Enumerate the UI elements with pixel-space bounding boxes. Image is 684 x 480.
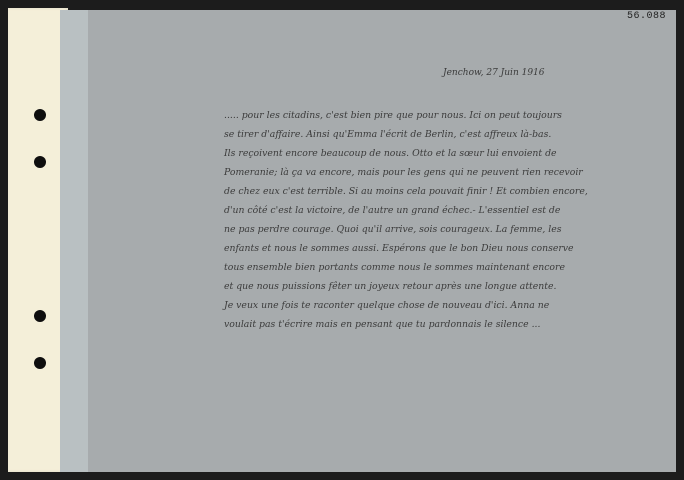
letter-line: Pomeranie; là ça va encore, mais pour les gens qui ne peuvent rien recevoir [224, 167, 583, 178]
binder-margin [8, 8, 68, 472]
letter-line: d'un côté c'est la victoire, de l'autre un grand échec.- L'essentiel est de [224, 205, 561, 216]
letter-body [224, 106, 664, 334]
letter-line: et que nous puissions fêter un joyeux retour après une longue attente. [224, 281, 557, 292]
letter-sheet [88, 10, 676, 472]
letter-line: voulait pas t'écrire mais en pensant que tu pardonnais le silence ... [224, 319, 541, 330]
letter-line: tous ensemble bien portants comme nous le sommes maintenant encore [224, 262, 565, 273]
letter-line: ne pas perdre courage. Quoi qu'il arrive, sois courageux. La femme, les [224, 224, 562, 235]
punch-hole [34, 357, 46, 369]
binder-strip [60, 10, 88, 472]
letter-line: de chez eux c'est terrible. Si au moins cela pouvait finir ! Et combien encore, [224, 186, 588, 197]
archive-number: 56.088 [626, 11, 666, 22]
punch-hole [34, 310, 46, 322]
letter-line: se tirer d'affaire. Ainsi qu'Emma l'écrit de Berlin, c'est affreux là-bas. [224, 129, 552, 140]
letter-line: enfants et nous le sommes aussi. Espérons que le bon Dieu nous conserve [224, 243, 574, 254]
letter-line: ..... pour les citadins, c'est bien pire que pour nous. Ici on peut toujours [224, 110, 562, 121]
punch-hole [34, 156, 46, 168]
letter-line: Ils reçoivent encore beaucoup de nous. Otto et la sœur lui envoient de [224, 148, 557, 159]
punch-hole [34, 109, 46, 121]
letter-dateline: Jenchow, 27 Juin 1916 [443, 68, 545, 78]
letter-line: Je veux une fois te raconter quelque chose de nouveau d'ici. Anna ne [224, 300, 550, 311]
